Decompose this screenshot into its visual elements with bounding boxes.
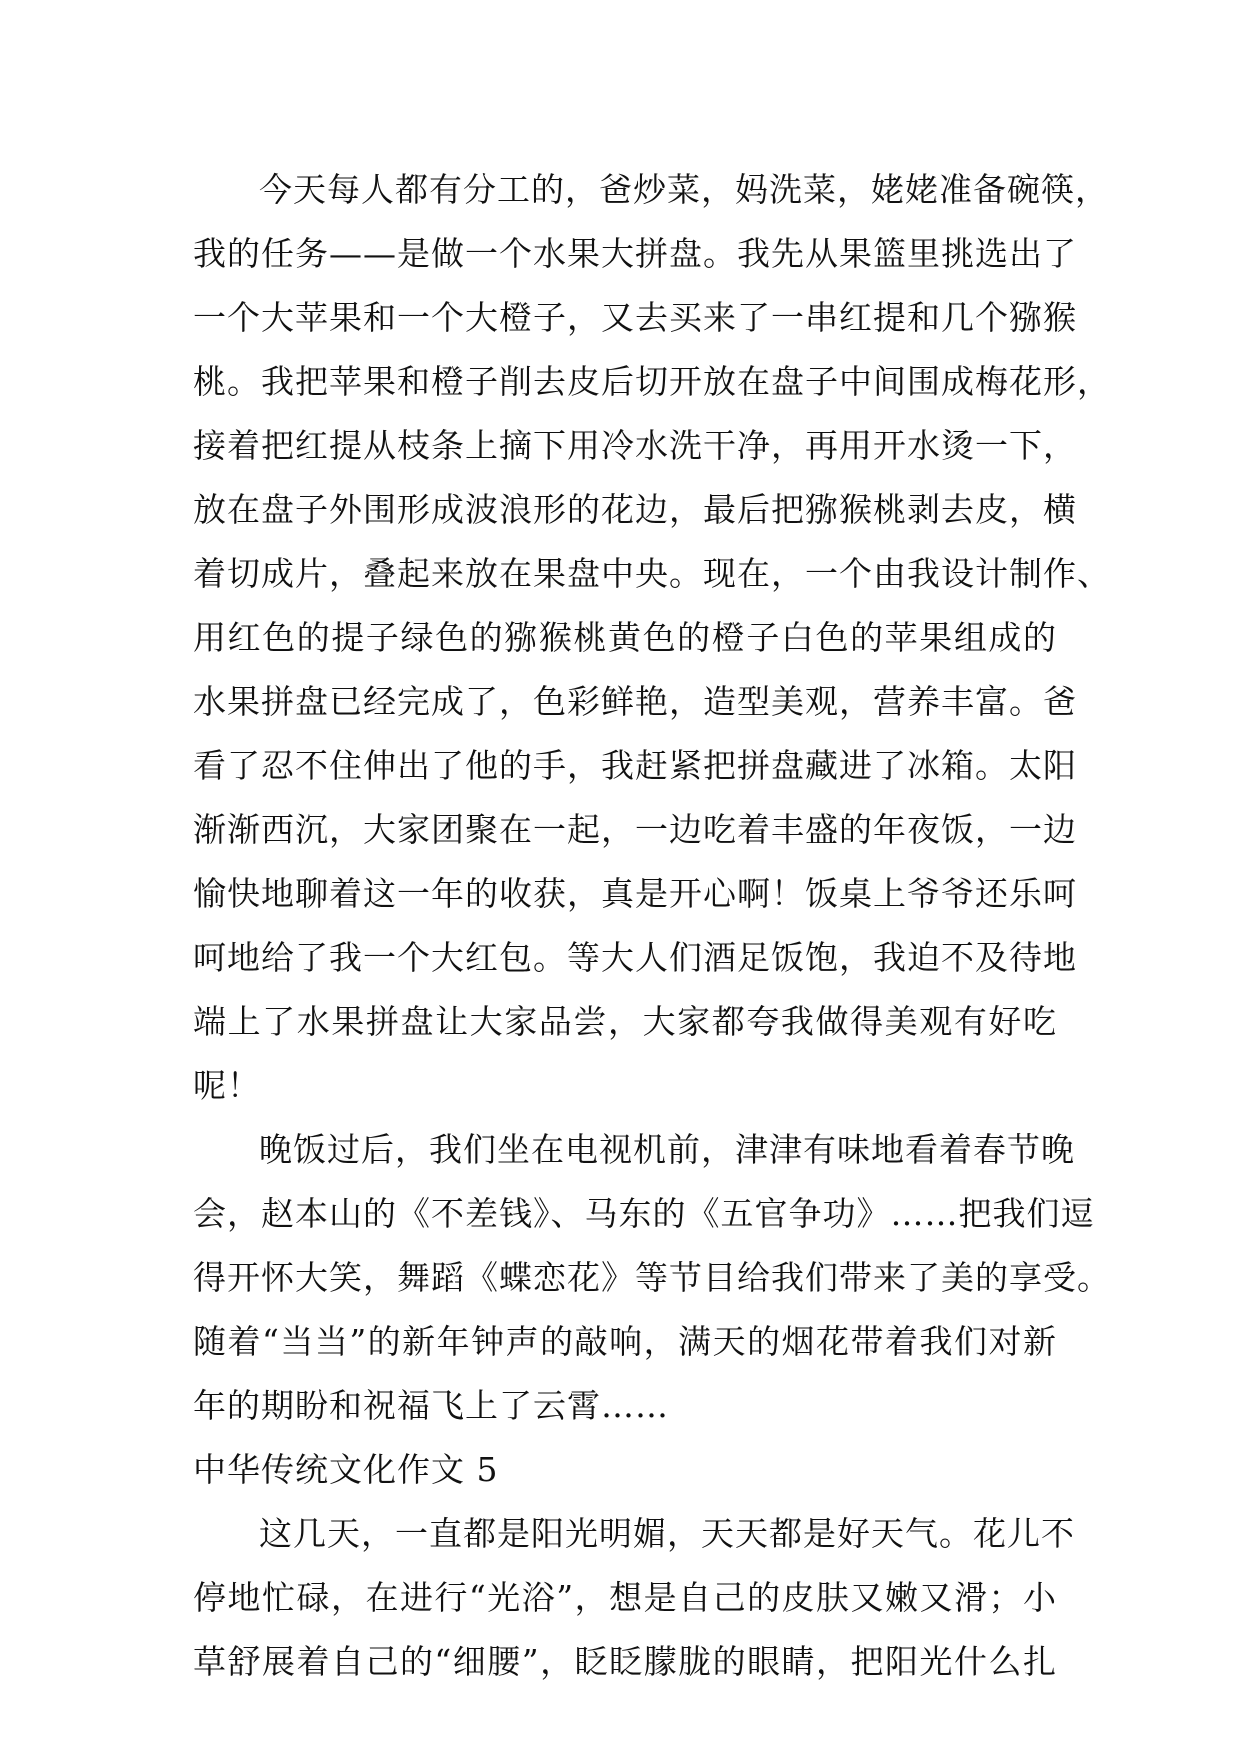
paragraph-1 bbox=[193, 158, 1111, 1118]
paragraph-line: 看了忍不住伸出了他的手，我赶紧把拼盘藏进了冰箱。太阳 bbox=[193, 746, 1077, 785]
paragraph-line: 用红色的提子绿色的猕猴桃黄色的橙子白色的苹果组成的 bbox=[193, 618, 1057, 657]
document-page bbox=[193, 158, 1111, 1694]
paragraph-line: 草舒展着自己的“细腰”，眨眨朦胧的眼睛，把阳光什么扎 bbox=[193, 1642, 1057, 1681]
paragraph-line: 桃。我把苹果和橙子削去皮后切开放在盘子中间围成梅花形， bbox=[193, 362, 1111, 401]
paragraph-line: 得开怀大笑，舞蹈《蝶恋花》等节目给我们带来了美的享受。 bbox=[193, 1258, 1111, 1297]
paragraph-line: 端上了水果拼盘让大家品尝，大家都夸我做得美观有好吃 bbox=[193, 1002, 1057, 1041]
paragraph-line: 这几天，一直都是阳光明媚，天天都是好天气。花儿不 bbox=[259, 1514, 1075, 1553]
paragraph-3 bbox=[193, 1502, 1075, 1694]
paragraph-line: 接着把红提从枝条上摘下用冷水洗干净，再用开水烫一下， bbox=[193, 426, 1077, 465]
paragraph-line: 会，赵本山的《不差钱》、马东的《五官争功》……把我们逗 bbox=[193, 1194, 1095, 1233]
section-heading: 中华传统文化作文 5 bbox=[193, 1450, 499, 1489]
paragraph-line: 水果拼盘已经完成了，色彩鲜艳，造型美观，营养丰富。爸 bbox=[193, 682, 1077, 721]
paragraph-line: 着切成片，叠起来放在果盘中央。现在，一个由我设计制作、 bbox=[193, 554, 1111, 593]
paragraph-line: 我的任务——是做一个水果大拼盘。我先从果篮里挑选出了 bbox=[193, 234, 1077, 273]
paragraph-line: 呢！ bbox=[193, 1066, 261, 1105]
paragraph-line: 渐渐西沉，大家团聚在一起，一边吃着丰盛的年夜饭，一边 bbox=[193, 810, 1077, 849]
paragraph-line: 晚饭过后，我们坐在电视机前，津津有味地看着春节晚 bbox=[259, 1130, 1075, 1169]
paragraph-line: 年的期盼和祝福飞上了云霄…… bbox=[193, 1386, 669, 1425]
paragraph-line: 放在盘子外围形成波浪形的花边，最后把猕猴桃剥去皮，横 bbox=[193, 490, 1077, 529]
paragraph-line: 随着“当当”的新年钟声的敲响，满天的烟花带着我们对新 bbox=[193, 1322, 1057, 1361]
paragraph-line: 今天每人都有分工的，爸炒菜，妈洗菜，姥姥准备碗筷， bbox=[259, 170, 1109, 209]
paragraph-line: 停地忙碌，在进行“光浴”，想是自己的皮肤又嫩又滑；小 bbox=[193, 1578, 1057, 1617]
paragraph-line: 呵地给了我一个大红包。等大人们酒足饭饱，我迫不及待地 bbox=[193, 938, 1077, 977]
paragraph-line: 愉快地聊着这一年的收获，真是开心啊！饭桌上爷爷还乐呵 bbox=[193, 874, 1077, 913]
paragraph-line: 一个大苹果和一个大橙子，又去买来了一串红提和几个猕猴 bbox=[193, 298, 1077, 337]
paragraph-2 bbox=[193, 1118, 1111, 1438]
